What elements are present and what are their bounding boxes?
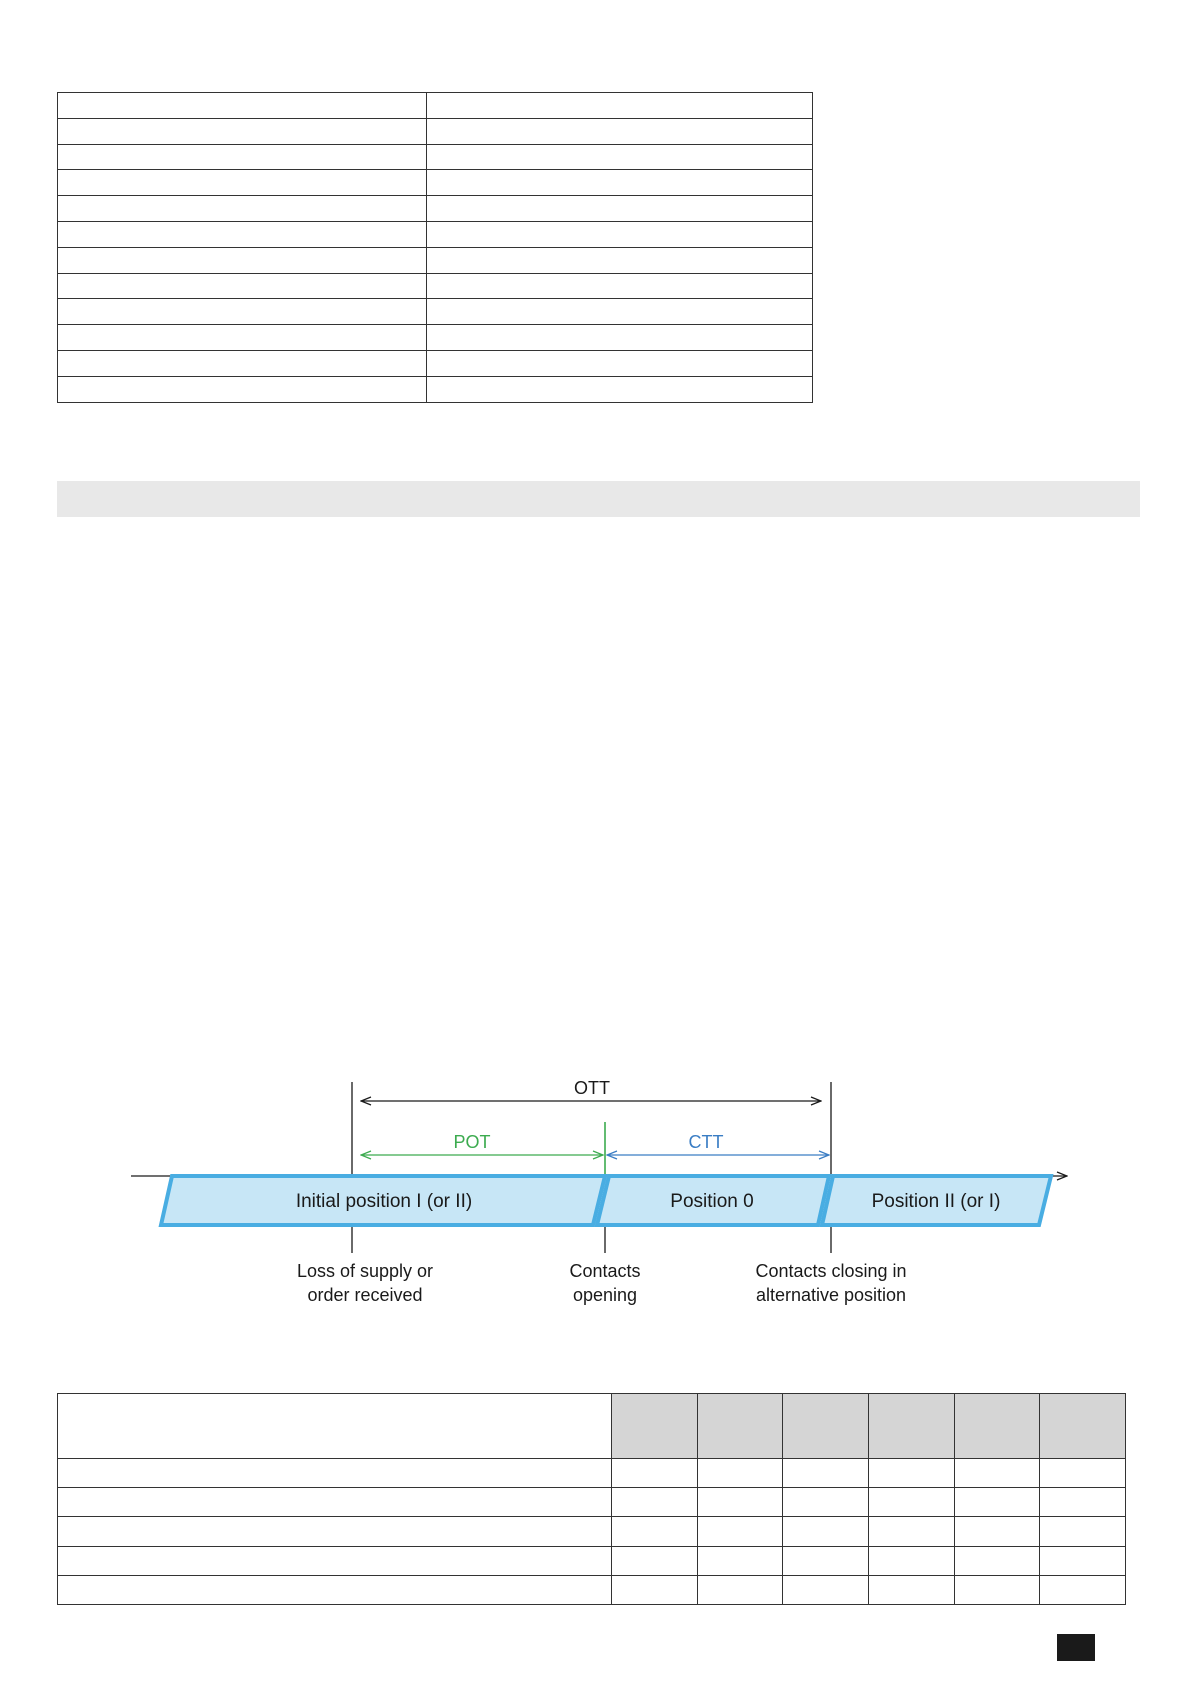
table-row xyxy=(58,1459,1126,1488)
segment-label-position-ii: Position II (or I) xyxy=(871,1191,1001,1212)
event-label-opening-line1: Contacts xyxy=(569,1261,641,1281)
event-label-loss-line1: Loss of supply or xyxy=(296,1261,434,1281)
pot-label: POT xyxy=(453,1132,491,1152)
table-row xyxy=(58,144,813,170)
table-row xyxy=(58,1575,1126,1604)
ott-label: OTT xyxy=(574,1078,610,1098)
table-row xyxy=(58,376,813,402)
page-number-box xyxy=(1057,1634,1095,1661)
table-row xyxy=(58,93,813,119)
table-row xyxy=(58,350,813,376)
table-header-row xyxy=(58,1394,1126,1459)
table-row xyxy=(58,170,813,196)
table-row xyxy=(58,247,813,273)
segment-label-initial: Initial position I (or II) xyxy=(295,1191,473,1212)
transfer-timing-diagram xyxy=(0,1070,1191,1320)
event-label-closing-line1: Contacts closing in xyxy=(755,1261,907,1281)
table-row xyxy=(58,196,813,222)
top-specification-table xyxy=(57,92,813,403)
bottom-timing-table xyxy=(57,1393,1126,1605)
table-row xyxy=(58,325,813,351)
table-row xyxy=(58,1488,1126,1517)
table-row xyxy=(58,299,813,325)
event-label-opening-line2: opening xyxy=(572,1285,638,1305)
table-row xyxy=(58,221,813,247)
table-row xyxy=(58,273,813,299)
event-label-closing-line2: alternative position xyxy=(755,1285,907,1305)
table-row xyxy=(58,1546,1126,1575)
section-heading-bar xyxy=(57,481,1140,517)
table-row xyxy=(58,118,813,144)
event-label-loss-line2: order received xyxy=(307,1285,423,1305)
table-row xyxy=(58,1517,1126,1546)
segment-label-position-0: Position 0 xyxy=(670,1191,754,1212)
ctt-label: CTT xyxy=(688,1132,724,1152)
